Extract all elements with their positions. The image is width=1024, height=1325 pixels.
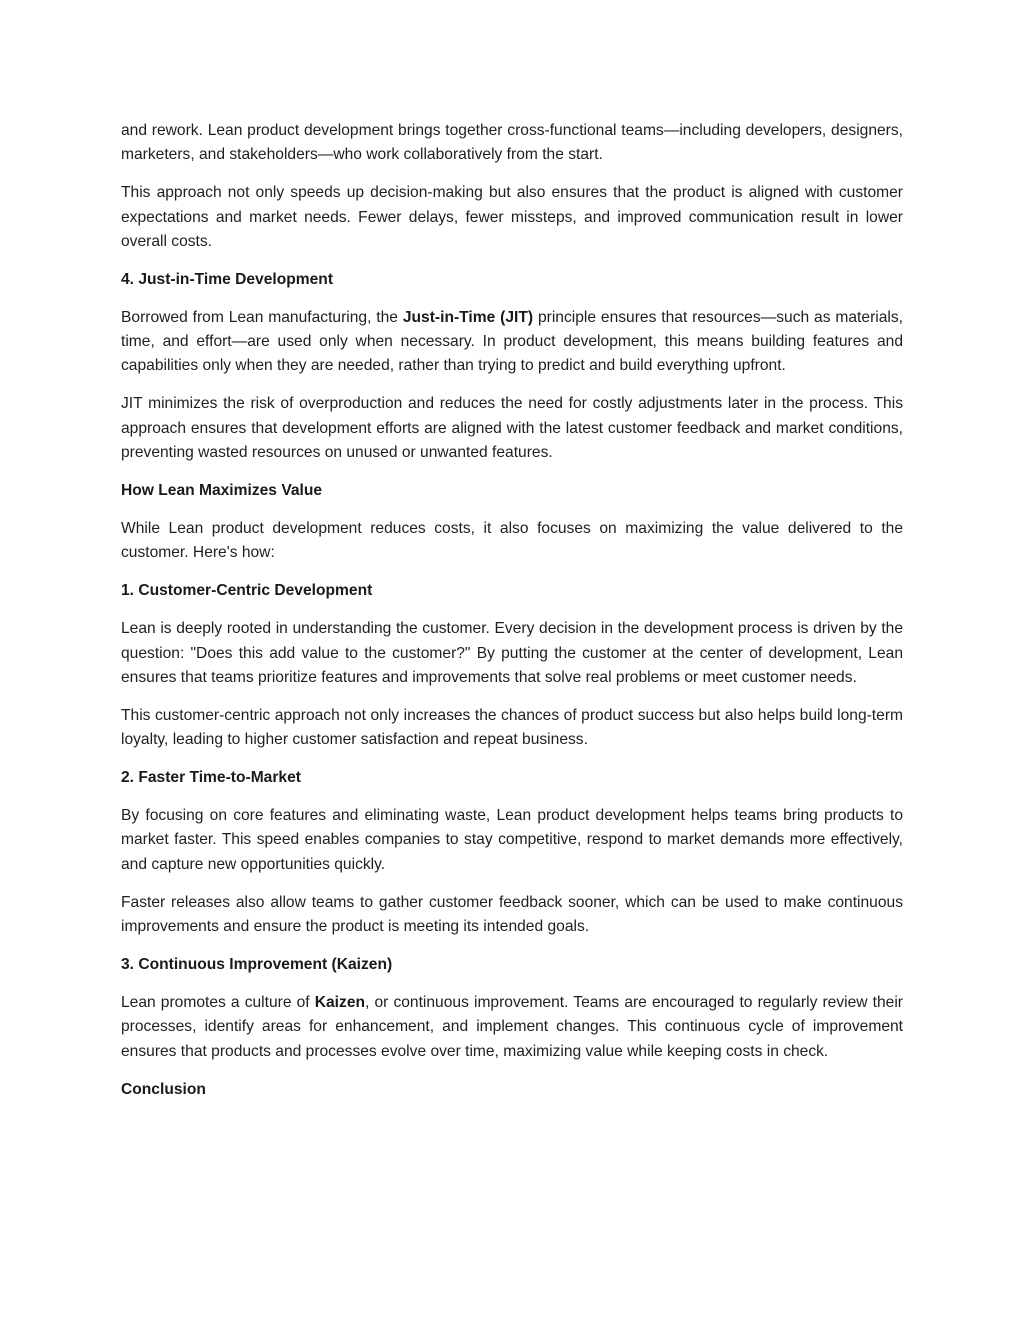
heading-continuous-improvement: 3. Continuous Improvement (Kaizen) — [121, 955, 393, 973]
heading-faster-time-to-market: 2. Faster Time-to-Market — [121, 769, 301, 787]
text-run: , or continuous improvement. Teams are encouraged to regularly review their processes, identify areas for enhancement, and implement changes. This continuous cycle of improvement ensures that products and processes evolve over time, maximizing value while keeping costs in check. — [121, 993, 903, 1060]
heading-conclusion: Conclusion — [121, 1080, 206, 1098]
paragraph-rework: and rework. Lean product development brings together cross-functional teams—including developers, designers, marketers, and stakeholders—who work collaboratively from the start. — [121, 122, 903, 164]
paragraph-faster-releases: Faster releases also allow teams to gather customer feedback sooner, which can be used to make continuous improvements and ensure the product is meeting its intended goals. — [121, 893, 903, 935]
paragraph-customer-rooted: Lean is deeply rooted in understanding the customer. Every decision in the development process is driven by the question: "Does this add value to the customer?" By putting the customer at the center of development, Lean ensures that teams prioritize features and improvements that solve real problems or meet customer needs. — [121, 620, 903, 686]
heading-just-in-time: 4. Just-in-Time Development — [121, 270, 334, 288]
paragraph-customer-loyalty: This customer-centric approach not only increases the chances of product success but also helps build long-term loyalty, leading to higher customer satisfaction and repeat business. — [121, 706, 903, 749]
paragraph-core-features: By focusing on core features and eliminating waste, Lean product development helps teams bring products to market faster. This speed enables companies to stay competitive, respond to market demands more effectively, and capture new opportunities quickly. — [121, 807, 903, 873]
heading-maximizes-value: How Lean Maximizes Value — [121, 482, 323, 499]
text-run: Lean promotes a culture of — [121, 993, 315, 1011]
bold-term-kaizen: Kaizen — [314, 993, 366, 1011]
paragraph-value-intro: While Lean product development reduces costs, it also focuses on maximizing the value delivered to the customer. Here's how: — [121, 519, 903, 562]
paragraph-jit-principle — [121, 306, 903, 379]
paragraph-jit-minimizes: JIT minimizes the risk of overproduction and reduces the need for costly adjustments later in the process. This approach ensures that development efforts are aligned with the latest customer feedback and market conditions, preventing wasted resources on unused or unwanted features. — [121, 395, 903, 462]
document-page — [121, 119, 903, 1116]
bold-term-jit: Just-in-Time (JIT) — [402, 308, 534, 326]
text-run: principle ensures that resources—such as materials, time, and effort—are used only when necessary. In product development, this means building features and capabilities only when they are needed, rather than trying to predict and build everything upfront. — [121, 308, 903, 375]
text-run: Borrowed from Lean manufacturing, the — [121, 308, 403, 326]
paragraph-kaizen — [121, 991, 903, 1064]
paragraph-speeds-decision: This approach not only speeds up decision-making but also ensures that the product is aligned with customer expectations and market needs. Fewer delays, fewer missteps, and improved communication result in lower overall costs. — [121, 184, 903, 250]
heading-customer-centric: 1. Customer-Centric Development — [121, 582, 373, 600]
